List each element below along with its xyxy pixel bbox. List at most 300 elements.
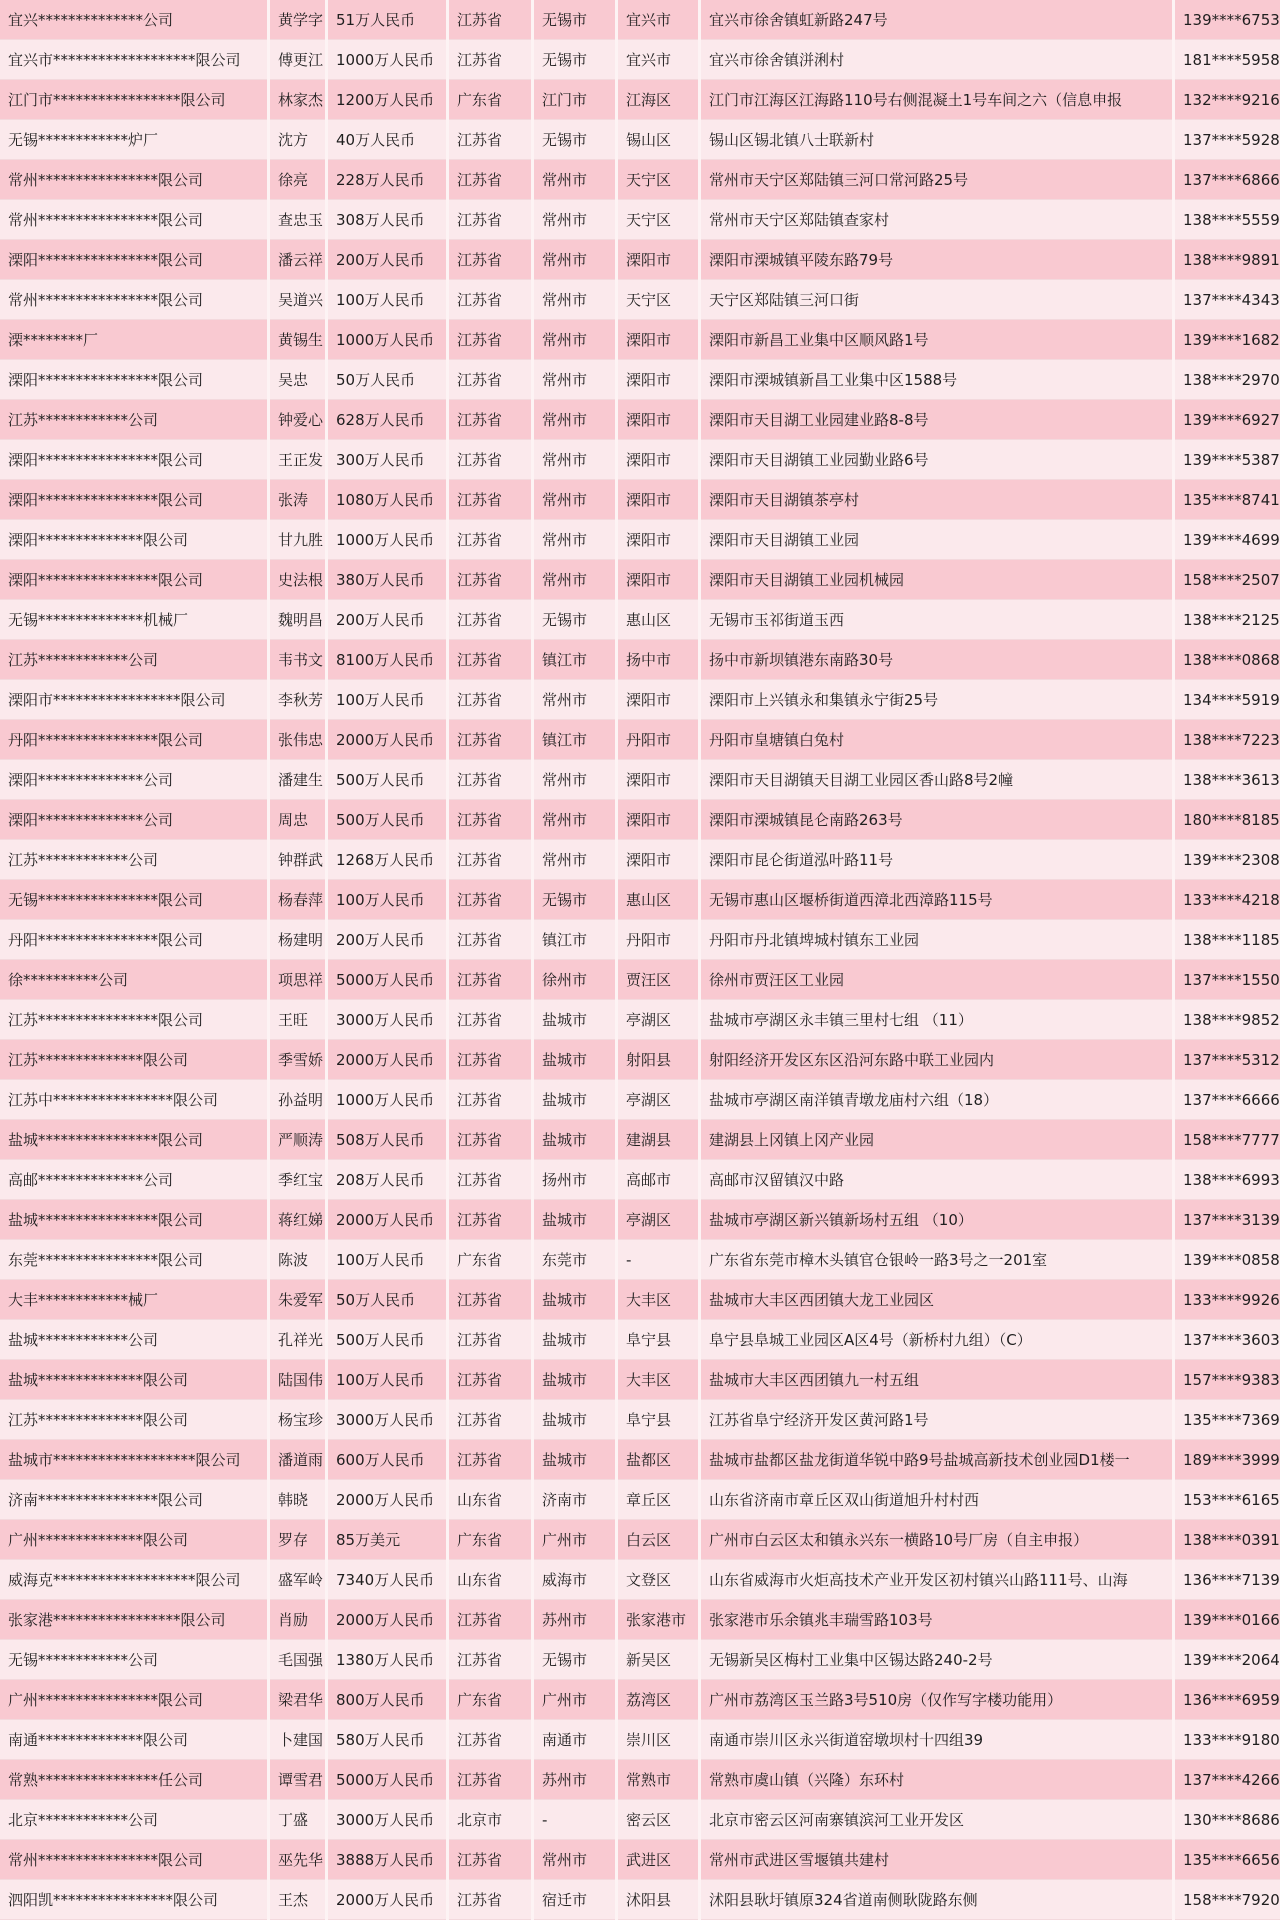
- district-cell: 溧阳市: [618, 400, 698, 440]
- table-row: [0, 560, 1280, 600]
- city-cell: 常州市: [534, 280, 615, 320]
- table-row: [0, 1720, 1280, 1760]
- city-cell: 东莞市: [534, 1240, 615, 1280]
- city-cell: 徐州市: [534, 960, 615, 1000]
- city-cell: 常州市: [534, 240, 615, 280]
- address-cell: 丹阳市丹北镇埤城村镇东工业园: [701, 920, 1172, 960]
- address-cell: 溧阳市昆仑街道泓叶路11号: [701, 840, 1172, 880]
- legal-person-cell: 巫先华: [270, 1840, 325, 1880]
- province-cell: 江苏省: [449, 1280, 531, 1320]
- table-row: [0, 1440, 1280, 1480]
- table-row: [0, 760, 1280, 800]
- registered-capital-cell: 3000万人民币: [328, 1800, 446, 1840]
- city-cell: 常州市: [534, 840, 615, 880]
- legal-person-cell: 傅更江: [270, 40, 325, 80]
- legal-person-cell: 黄锡生: [270, 320, 325, 360]
- company-name-cell: 溧阳市*****************限公司: [0, 680, 267, 720]
- district-cell: 溧阳市: [618, 520, 698, 560]
- province-cell: 广东省: [449, 1680, 531, 1720]
- city-cell: 常州市: [534, 360, 615, 400]
- registered-capital-cell: 2000万人民币: [328, 1040, 446, 1080]
- district-cell: 高邮市: [618, 1160, 698, 1200]
- registered-capital-cell: 1080万人民币: [328, 480, 446, 520]
- table-row: [0, 280, 1280, 320]
- legal-person-cell: 谭雪君: [270, 1760, 325, 1800]
- registered-capital-cell: 5000万人民币: [328, 960, 446, 1000]
- address-cell: 江苏省阜宁经济开发区黄河路1号: [701, 1400, 1172, 1440]
- city-cell: 常州市: [534, 560, 615, 600]
- province-cell: 江苏省: [449, 1040, 531, 1080]
- table-row: [0, 960, 1280, 1000]
- legal-person-cell: 潘云祥: [270, 240, 325, 280]
- province-cell: 江苏省: [449, 280, 531, 320]
- district-cell: 张家港市: [618, 1600, 698, 1640]
- legal-person-cell: 杨春萍: [270, 880, 325, 920]
- company-name-cell: 溧阳****************限公司: [0, 560, 267, 600]
- phone-cell: 137****6666: [1175, 1080, 1280, 1120]
- phone-cell: 137****5312: [1175, 1040, 1280, 1080]
- province-cell: 江苏省: [449, 1320, 531, 1360]
- address-cell: 无锡新吴区梅村工业集中区锡达路240-2号: [701, 1640, 1172, 1680]
- address-cell: 沭阳县耿圩镇原324省道南侧耿陇路东侧: [701, 1880, 1172, 1920]
- registered-capital-cell: 2000万人民币: [328, 1200, 446, 1240]
- registered-capital-cell: 51万人民币: [328, 0, 446, 40]
- province-cell: 江苏省: [449, 560, 531, 600]
- district-cell: 天宁区: [618, 160, 698, 200]
- company-name-cell: 张家港*****************限公司: [0, 1600, 267, 1640]
- province-cell: 江苏省: [449, 0, 531, 40]
- legal-person-cell: 孙益明: [270, 1080, 325, 1120]
- district-cell: 溧阳市: [618, 760, 698, 800]
- registered-capital-cell: 508万人民币: [328, 1120, 446, 1160]
- table-row: [0, 1640, 1280, 1680]
- phone-cell: 153****6165: [1175, 1480, 1280, 1520]
- registered-capital-cell: 7340万人民币: [328, 1560, 446, 1600]
- address-cell: 常熟市虞山镇（兴隆）东环村: [701, 1760, 1172, 1800]
- table-row: [0, 1040, 1280, 1080]
- province-cell: 江苏省: [449, 1120, 531, 1160]
- legal-person-cell: 吴忠: [270, 360, 325, 400]
- phone-cell: 137****3139: [1175, 1200, 1280, 1240]
- table-row: [0, 160, 1280, 200]
- city-cell: 无锡市: [534, 600, 615, 640]
- phone-cell: 130****8686: [1175, 1800, 1280, 1840]
- registered-capital-cell: 1000万人民币: [328, 520, 446, 560]
- city-cell: 镇江市: [534, 640, 615, 680]
- province-cell: 山东省: [449, 1480, 531, 1520]
- company-name-cell: 无锡****************限公司: [0, 880, 267, 920]
- table-row: [0, 480, 1280, 520]
- city-cell: 江门市: [534, 80, 615, 120]
- province-cell: 江苏省: [449, 1720, 531, 1760]
- legal-person-cell: 张涛: [270, 480, 325, 520]
- registered-capital-cell: 200万人民币: [328, 240, 446, 280]
- registered-capital-cell: 2000万人民币: [328, 1600, 446, 1640]
- address-cell: 盐城市大丰区西团镇大龙工业园区: [701, 1280, 1172, 1320]
- table-row: [0, 1480, 1280, 1520]
- province-cell: 江苏省: [449, 400, 531, 440]
- address-cell: 广州市荔湾区玉兰路3号510房（仅作写字楼功能用）: [701, 1680, 1172, 1720]
- company-name-cell: 北京************公司: [0, 1800, 267, 1840]
- table-row: [0, 1400, 1280, 1440]
- company-name-cell: 宜兴市*******************限公司: [0, 40, 267, 80]
- company-name-cell: 无锡************炉厂: [0, 120, 267, 160]
- address-cell: 江门市江海区江海路110号右侧混凝土1号车间之六（信息申报: [701, 80, 1172, 120]
- company-name-cell: 威海克*******************限公司: [0, 1560, 267, 1600]
- city-cell: 无锡市: [534, 40, 615, 80]
- province-cell: 江苏省: [449, 520, 531, 560]
- company-name-cell: 溧阳****************限公司: [0, 240, 267, 280]
- district-cell: 荔湾区: [618, 1680, 698, 1720]
- district-cell: 亭湖区: [618, 1200, 698, 1240]
- address-cell: 广东省东莞市樟木头镇官仓银岭一路3号之一201室: [701, 1240, 1172, 1280]
- table-row: [0, 360, 1280, 400]
- address-cell: 徐州市贾汪区工业园: [701, 960, 1172, 1000]
- address-cell: 扬中市新坝镇港东南路30号: [701, 640, 1172, 680]
- legal-person-cell: 罗存: [270, 1520, 325, 1560]
- company-name-cell: 溧阳**************公司: [0, 800, 267, 840]
- legal-person-cell: 季红宝: [270, 1160, 325, 1200]
- province-cell: 广东省: [449, 80, 531, 120]
- address-cell: 溧阳市天目湖镇茶亭村: [701, 480, 1172, 520]
- address-cell: 盐城市亭湖区南洋镇青墩龙庙村六组（18）: [701, 1080, 1172, 1120]
- province-cell: 江苏省: [449, 640, 531, 680]
- district-cell: -: [618, 1240, 698, 1280]
- registered-capital-cell: 228万人民币: [328, 160, 446, 200]
- province-cell: 广东省: [449, 1520, 531, 1560]
- province-cell: 北京市: [449, 1800, 531, 1840]
- province-cell: 江苏省: [449, 720, 531, 760]
- registered-capital-cell: 628万人民币: [328, 400, 446, 440]
- phone-cell: 139****0166: [1175, 1600, 1280, 1640]
- district-cell: 天宁区: [618, 200, 698, 240]
- province-cell: 江苏省: [449, 480, 531, 520]
- address-cell: 溧阳市天目湖镇天目湖工业园区香山路8号2幢: [701, 760, 1172, 800]
- city-cell: 盐城市: [534, 1000, 615, 1040]
- address-cell: 溧阳市溧城镇新昌工业集中区1588号: [701, 360, 1172, 400]
- registered-capital-cell: 2000万人民币: [328, 1880, 446, 1920]
- province-cell: 江苏省: [449, 240, 531, 280]
- phone-cell: 139****2064: [1175, 1640, 1280, 1680]
- registered-capital-cell: 600万人民币: [328, 1440, 446, 1480]
- phone-cell: 138****7223: [1175, 720, 1280, 760]
- company-name-cell: 常州****************限公司: [0, 1840, 267, 1880]
- address-cell: 溧阳市天目湖镇工业园: [701, 520, 1172, 560]
- registered-capital-cell: 8100万人民币: [328, 640, 446, 680]
- phone-cell: 139****5387: [1175, 440, 1280, 480]
- company-name-cell: 江苏**************限公司: [0, 1040, 267, 1080]
- district-cell: 天宁区: [618, 280, 698, 320]
- legal-person-cell: 林家杰: [270, 80, 325, 120]
- city-cell: 镇江市: [534, 920, 615, 960]
- registered-capital-cell: 5000万人民币: [328, 1760, 446, 1800]
- city-cell: 盐城市: [534, 1400, 615, 1440]
- phone-cell: 137****6866: [1175, 160, 1280, 200]
- district-cell: 盐都区: [618, 1440, 698, 1480]
- registered-capital-cell: 100万人民币: [328, 280, 446, 320]
- table-row: [0, 920, 1280, 960]
- phone-cell: 139****4699: [1175, 520, 1280, 560]
- phone-cell: 138****9852: [1175, 1000, 1280, 1040]
- table-row: [0, 400, 1280, 440]
- district-cell: 溧阳市: [618, 440, 698, 480]
- legal-person-cell: 韩晓: [270, 1480, 325, 1520]
- company-name-cell: 常州****************限公司: [0, 280, 267, 320]
- city-cell: -: [534, 1800, 615, 1840]
- table-row: [0, 800, 1280, 840]
- table-row: [0, 640, 1280, 680]
- district-cell: 宜兴市: [618, 40, 698, 80]
- city-cell: 南通市: [534, 1720, 615, 1760]
- province-cell: 江苏省: [449, 1160, 531, 1200]
- legal-person-cell: 项思祥: [270, 960, 325, 1000]
- district-cell: 文登区: [618, 1560, 698, 1600]
- district-cell: 锡山区: [618, 120, 698, 160]
- district-cell: 密云区: [618, 1800, 698, 1840]
- company-name-cell: 溧阳****************限公司: [0, 360, 267, 400]
- phone-cell: 139****6753: [1175, 0, 1280, 40]
- company-name-cell: 溧阳**************公司: [0, 760, 267, 800]
- table-row: [0, 1360, 1280, 1400]
- phone-cell: 137****5928: [1175, 120, 1280, 160]
- company-name-cell: 江苏**************限公司: [0, 1400, 267, 1440]
- district-cell: 溧阳市: [618, 480, 698, 520]
- phone-cell: 158****7920: [1175, 1880, 1280, 1920]
- district-cell: 阜宁县: [618, 1320, 698, 1360]
- province-cell: 江苏省: [449, 1080, 531, 1120]
- city-cell: 无锡市: [534, 0, 615, 40]
- district-cell: 扬中市: [618, 640, 698, 680]
- district-cell: 溧阳市: [618, 800, 698, 840]
- table-row: [0, 1000, 1280, 1040]
- district-cell: 惠山区: [618, 880, 698, 920]
- legal-person-cell: 潘道雨: [270, 1440, 325, 1480]
- legal-person-cell: 丁盛: [270, 1800, 325, 1840]
- province-cell: 江苏省: [449, 880, 531, 920]
- address-cell: 宜兴市徐舍镇虹新路247号: [701, 0, 1172, 40]
- address-cell: 溧阳市上兴镇永和集镇永宁街25号: [701, 680, 1172, 720]
- registered-capital-cell: 300万人民币: [328, 440, 446, 480]
- city-cell: 常州市: [534, 480, 615, 520]
- city-cell: 常州市: [534, 520, 615, 560]
- company-name-cell: 无锡************公司: [0, 1640, 267, 1680]
- company-name-cell: 盐城****************限公司: [0, 1200, 267, 1240]
- phone-cell: 180****8185: [1175, 800, 1280, 840]
- phone-cell: 137****4266: [1175, 1760, 1280, 1800]
- address-cell: 常州市天宁区郑陆镇查家村: [701, 200, 1172, 240]
- registered-capital-cell: 1000万人民币: [328, 1080, 446, 1120]
- district-cell: 射阳县: [618, 1040, 698, 1080]
- table-row: [0, 680, 1280, 720]
- company-name-cell: 济南****************限公司: [0, 1480, 267, 1520]
- district-cell: 贾汪区: [618, 960, 698, 1000]
- phone-cell: 138****2970: [1175, 360, 1280, 400]
- district-cell: 建湖县: [618, 1120, 698, 1160]
- address-cell: 高邮市汉留镇汉中路: [701, 1160, 1172, 1200]
- registered-capital-cell: 2000万人民币: [328, 1480, 446, 1520]
- company-name-cell: 常州****************限公司: [0, 160, 267, 200]
- phone-cell: 135****6656: [1175, 1840, 1280, 1880]
- company-name-cell: 宜兴**************公司: [0, 0, 267, 40]
- district-cell: 常熟市: [618, 1760, 698, 1800]
- address-cell: 盐城市亭湖区新兴镇新场村五组 （10）: [701, 1200, 1172, 1240]
- province-cell: 江苏省: [449, 1880, 531, 1920]
- registered-capital-cell: 500万人民币: [328, 1320, 446, 1360]
- district-cell: 江海区: [618, 80, 698, 120]
- city-cell: 无锡市: [534, 1640, 615, 1680]
- phone-cell: 136****6959: [1175, 1680, 1280, 1720]
- province-cell: 江苏省: [449, 320, 531, 360]
- legal-person-cell: 张伟忠: [270, 720, 325, 760]
- district-cell: 溧阳市: [618, 360, 698, 400]
- company-name-cell: 常州****************限公司: [0, 200, 267, 240]
- legal-person-cell: 蒋红娣: [270, 1200, 325, 1240]
- legal-person-cell: 杨宝珍: [270, 1400, 325, 1440]
- address-cell: 盐城市亭湖区永丰镇三里村七组 （11）: [701, 1000, 1172, 1040]
- district-cell: 大丰区: [618, 1360, 698, 1400]
- district-cell: 溧阳市: [618, 320, 698, 360]
- registered-capital-cell: 1000万人民币: [328, 40, 446, 80]
- company-name-cell: 江苏************公司: [0, 400, 267, 440]
- table-row: [0, 440, 1280, 480]
- table-row: [0, 1800, 1280, 1840]
- province-cell: 江苏省: [449, 1400, 531, 1440]
- phone-cell: 137****3603: [1175, 1320, 1280, 1360]
- address-cell: 溧阳市新昌工业集中区顺风路1号: [701, 320, 1172, 360]
- legal-person-cell: 钟爱心: [270, 400, 325, 440]
- registered-capital-cell: 1268万人民币: [328, 840, 446, 880]
- province-cell: 江苏省: [449, 1000, 531, 1040]
- phone-cell: 189****3999: [1175, 1440, 1280, 1480]
- legal-person-cell: 孔祥光: [270, 1320, 325, 1360]
- province-cell: 江苏省: [449, 440, 531, 480]
- phone-cell: 135****8741: [1175, 480, 1280, 520]
- province-cell: 江苏省: [449, 760, 531, 800]
- phone-cell: 136****7139: [1175, 1560, 1280, 1600]
- legal-person-cell: 查忠玉: [270, 200, 325, 240]
- district-cell: 崇川区: [618, 1720, 698, 1760]
- phone-cell: 138****3613: [1175, 760, 1280, 800]
- phone-cell: 137****4343: [1175, 280, 1280, 320]
- legal-person-cell: 毛国强: [270, 1640, 325, 1680]
- legal-person-cell: 沈方: [270, 120, 325, 160]
- company-name-cell: 江苏************公司: [0, 640, 267, 680]
- table-row: [0, 1760, 1280, 1800]
- city-cell: 常州市: [534, 400, 615, 440]
- address-cell: 锡山区锡北镇八士联新村: [701, 120, 1172, 160]
- district-cell: 阜宁县: [618, 1400, 698, 1440]
- district-cell: 丹阳市: [618, 920, 698, 960]
- legal-person-cell: 盛军岭: [270, 1560, 325, 1600]
- registered-capital-cell: 100万人民币: [328, 1240, 446, 1280]
- table-row: [0, 880, 1280, 920]
- city-cell: 盐城市: [534, 1320, 615, 1360]
- province-cell: 江苏省: [449, 800, 531, 840]
- province-cell: 广东省: [449, 1240, 531, 1280]
- province-cell: 江苏省: [449, 1760, 531, 1800]
- district-cell: 新吴区: [618, 1640, 698, 1680]
- table-row: [0, 1160, 1280, 1200]
- table-row: [0, 1080, 1280, 1120]
- province-cell: 山东省: [449, 1560, 531, 1600]
- phone-cell: 138****0868: [1175, 640, 1280, 680]
- province-cell: 江苏省: [449, 960, 531, 1000]
- province-cell: 江苏省: [449, 40, 531, 80]
- phone-cell: 139****6927: [1175, 400, 1280, 440]
- city-cell: 威海市: [534, 1560, 615, 1600]
- registered-capital-cell: 208万人民币: [328, 1160, 446, 1200]
- phone-cell: 133****9180: [1175, 1720, 1280, 1760]
- city-cell: 盐城市: [534, 1200, 615, 1240]
- province-cell: 江苏省: [449, 600, 531, 640]
- phone-cell: 138****6993: [1175, 1160, 1280, 1200]
- legal-person-cell: 钟群武: [270, 840, 325, 880]
- company-name-cell: 江门市*****************限公司: [0, 80, 267, 120]
- address-cell: 南通市崇川区永兴街道窑墩坝村十四组39: [701, 1720, 1172, 1760]
- registered-capital-cell: 200万人民币: [328, 920, 446, 960]
- table-row: [0, 1200, 1280, 1240]
- district-cell: 章丘区: [618, 1480, 698, 1520]
- legal-person-cell: 朱爱军: [270, 1280, 325, 1320]
- phone-cell: 181****5958: [1175, 40, 1280, 80]
- company-name-cell: 东莞****************限公司: [0, 1240, 267, 1280]
- phone-cell: 133****9926: [1175, 1280, 1280, 1320]
- address-cell: 常州市天宁区郑陆镇三河口常河路25号: [701, 160, 1172, 200]
- company-name-cell: 广州**************限公司: [0, 1520, 267, 1560]
- city-cell: 苏州市: [534, 1760, 615, 1800]
- table-row: [0, 600, 1280, 640]
- district-cell: 宜兴市: [618, 0, 698, 40]
- province-cell: 江苏省: [449, 840, 531, 880]
- city-cell: 扬州市: [534, 1160, 615, 1200]
- district-cell: 沭阳县: [618, 1880, 698, 1920]
- city-cell: 镇江市: [534, 720, 615, 760]
- legal-person-cell: 李秋芳: [270, 680, 325, 720]
- legal-person-cell: 陈波: [270, 1240, 325, 1280]
- company-name-cell: 丹阳****************限公司: [0, 720, 267, 760]
- address-cell: 无锡市玉祁街道玉西: [701, 600, 1172, 640]
- address-cell: 溧阳市溧城镇平陵东路79号: [701, 240, 1172, 280]
- legal-person-cell: 王杰: [270, 1880, 325, 1920]
- legal-person-cell: 史法根: [270, 560, 325, 600]
- province-cell: 江苏省: [449, 680, 531, 720]
- company-name-cell: 江苏************公司: [0, 840, 267, 880]
- city-cell: 盐城市: [534, 1080, 615, 1120]
- address-cell: 无锡市惠山区堰桥街道西漳北西漳路115号: [701, 880, 1172, 920]
- legal-person-cell: 黄学字: [270, 0, 325, 40]
- city-cell: 苏州市: [534, 1600, 615, 1640]
- registered-capital-cell: 500万人民币: [328, 760, 446, 800]
- address-cell: 溧阳市天目湖镇工业园机械园: [701, 560, 1172, 600]
- district-cell: 亭湖区: [618, 1080, 698, 1120]
- table-row: [0, 1880, 1280, 1920]
- city-cell: 常州市: [534, 200, 615, 240]
- phone-cell: 135****7369: [1175, 1400, 1280, 1440]
- city-cell: 盐城市: [534, 1280, 615, 1320]
- phone-cell: 138****2125: [1175, 600, 1280, 640]
- legal-person-cell: 韦书文: [270, 640, 325, 680]
- phone-cell: 139****1682: [1175, 320, 1280, 360]
- province-cell: 江苏省: [449, 1200, 531, 1240]
- registered-capital-cell: 85万美元: [328, 1520, 446, 1560]
- city-cell: 盐城市: [534, 1040, 615, 1080]
- table-row: [0, 240, 1280, 280]
- district-cell: 丹阳市: [618, 720, 698, 760]
- address-cell: 溧阳市溧城镇昆仑南路263号: [701, 800, 1172, 840]
- legal-person-cell: 梁君华: [270, 1680, 325, 1720]
- table-row: [0, 840, 1280, 880]
- table-row: [0, 0, 1280, 40]
